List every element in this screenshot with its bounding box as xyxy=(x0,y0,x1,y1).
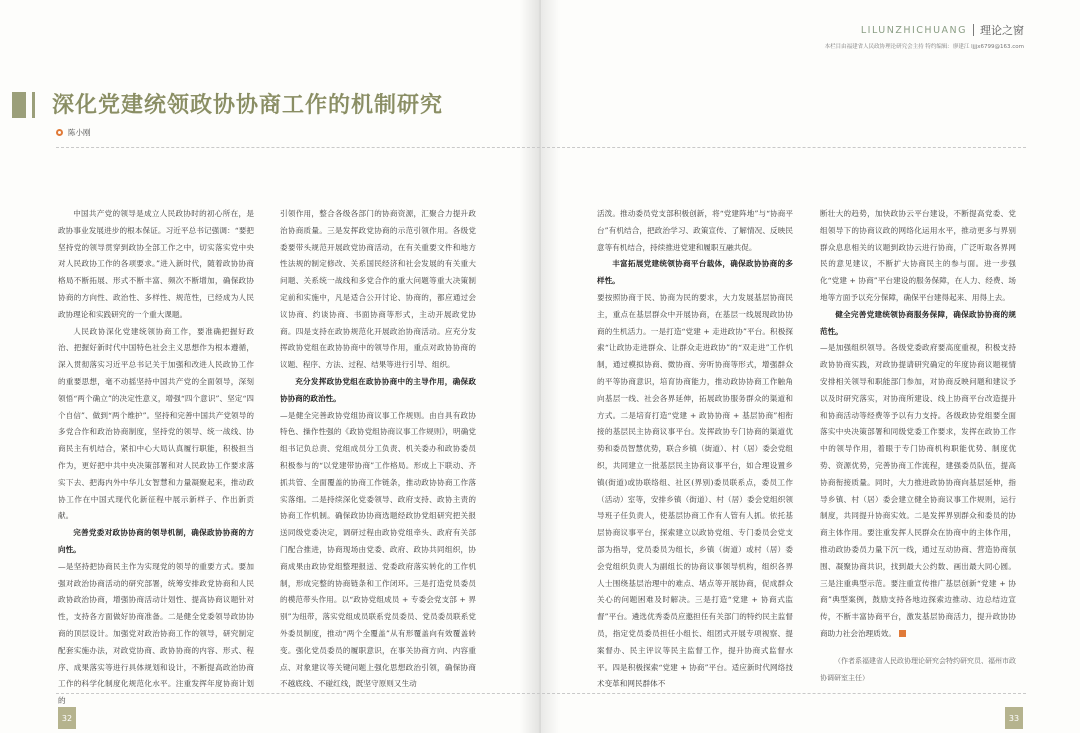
article-title: 深化党建统领政协协商工作的机制研究 xyxy=(52,92,444,118)
byline xyxy=(56,127,91,138)
column-3 xyxy=(597,206,793,693)
author-note: （作者系福建省人民政协理论研究会特约研究员、福州市政协调研室主任） xyxy=(820,656,1016,682)
paragraph: —是健全完善政协党组协商议事工作规则。由自具有政协特色、操作性强的《政协党组协商议事工作规则》，明确党组书记负总责、党组成员分工负责、机关委办和政协委员积极参与的“以党建带协商”工作格局。形成上下联动、齐抓共管、全面覆盖的协商工作链条，推动政协协商工作落实落细。二是持续深化党委领导、政府支持、政协主责的协商工作机制。确保政协协商选题经政协党组研究把关报送同级党委决定，调研过程由政协党组牵头、政府有关部门配合推进，协商现场由党委、政府、政协共同组织，协商成果由政协党组整理报送、党委政府落实转化的工作机制，形成完整的协商链条和工作闭环。三是打造党员委员的模范带头作用。以“政协党组成员 + 专委会党支部 + 界别”为纽带，落实党组成员联系党员委员、党员委员联系党外委员制度，推动“两个全覆盖”从有形覆盖向有效覆盖转变。强化党员委员的履职意识，在事关协商方向、内容重点、对象建议等关键问题上强化思想政治引领，确保协商不越底线、不碰红线，既坚守原则又生动 xyxy=(280,410,476,689)
section-header xyxy=(825,22,1024,50)
section-name: 理论之窗 xyxy=(980,24,1024,37)
spine-shadow xyxy=(520,0,560,733)
end-mark-icon xyxy=(899,630,906,637)
paragraph xyxy=(820,340,1016,642)
title-bar-thin-icon xyxy=(32,92,35,118)
column-2 xyxy=(280,206,476,693)
page-number-left: 32 xyxy=(58,707,76,729)
paragraph: 要按照协商于民、协商为民的要求，大力发展基层协商民主，重点在基层群众中开展协商，在基层一线展现政协协商的生机活力。一是打造“党建 + 走进政协”平台。积极探索“让政协走进群众、让群众走进政协”的“双走进”工作机制，通过模拟协商、微协商、旁听协商等形式，增强群众的平等协商意识，培育协商能力，推动政协协商工作触角向基层一线、社会各界延伸，拓展政协服务群众的渠道和方式。二是培育打造“党建 + 政协协商 + 基层协商”相衔接的基层民主协商议事平台。发挥政协专门协商的渠道优势和委员智慧优势，联合乡镇（街道）、村（居）委会党组织，共同建立一批基层民主协商议事平台，如合理设置乡镇(街道)或协联络组、社区(界别)委员联系点，委员工作（活动）室等，安排乡镇（街道）、村（居）委会党组织领导班子任负责人，使基层协商工作有人管有人抓。依托基层协商议事平台，探索建立以政协党组、专门委员会党支部为指导，党员委员为组长，乡镇（街道）或村（居）委会党组织负责人为副组长的协商议事领导机构，组织各界人士围绕基层治理中的难点、堵点等开展协商，促成群众关心的问题困难及时解决。三是打造“党建 + 协商式监督”平台。遴选优秀委员应邀担任有关部门的特约民主监督员，指定党员委员担任小组长、组团式开展专项视察、提案督办、民主评议等民主监督工作，提升协商式监督水平。四是积极探索“党建 + 协商”平台。适应新时代网络技术变革和网民群体不 xyxy=(597,292,793,689)
top-dashed-divider xyxy=(56,147,1026,148)
paragraph-heading: 丰富拓展党建统领协商平台载体，确保政协协商的多样性。 xyxy=(597,259,793,286)
bottom-dashed-divider xyxy=(56,693,1026,694)
section-subtitle: 本栏目由福建省人民政协理论研究会主持 特约编辑：廖建江 ljjjx6799@163.com xyxy=(824,44,1024,50)
paragraph: 断壮大的趋势，加快政协云平台建设，不断提高党委、党组领导下的协商议政的网络化运用水平，推动更多与界别群众息息相关的议题到政协云进行协商，广泛听取各界网民的意见建议，不断扩大协商民主的参与面。进一步强化“党建 + 协商”平台建设的服务保障，在人力、经费、场地等方面予以充分保障，确保平台建得起来、用得上去。 xyxy=(820,209,1016,302)
title-bar-icon xyxy=(12,92,26,118)
paragraph-text: —是加强组织领导。各级党委政府要高度重视，积极支持政协协商实践，对政协提请研究确定的年度协商议题视情安排相关领导和职能部门参加，对协商反映问题和建议予以及时研究落实，对协商所建设、线上协商平台改造提升和协商活动等经费等予以有力支持。各级政协党组要全面落实中央决策部署和同级党委工作要求，发挥在政协工作中的领导作用，着眼于专门协商机构职能优势、制度优势、资源优势，完善协商工作流程，建强委员队伍，提高协商衔接质量。同时，大力推进政协协商向基层延伸，指导乡镇、村（居）委会建立健全协商议事工作规则，运行制度，共同提升协商实效。二是发挥界别群众和委员的协商主体作用。要注重发挥人民群众在协商中的主体作用，推动政协委员力量下沉一线，通过互动协商、营造协商氛围、凝聚协商共识，找到最大公约数、画出最大同心圆。三是注重典型示范。要注重宣传推广基层创新“党建 + 协商”典型案例，鼓励支持各地边探索边推动、边总结边宣传，不断丰富协商平台，激发基层协商活力，提升政协协商助力社会治理质效。 xyxy=(820,343,1016,638)
column-4 xyxy=(820,206,1016,686)
paragraph: 人民政协深化党建统领协商工作，要准确把握好政治、把握好新时代中国特色社会主义思想作为根本遵循，深入贯彻落实习近平总书记关于加强和改进人民政协工作的重要思想，毫不动摇坚持中国共产党的全面领导，深刻领悟“两个确立”的决定性意义，增强“四个意识”、坚定“四个自信”、做到“两个维护”。坚持和完善中国共产党领导的多党合作和政治协商制度，坚持党的领导、统一战线、协商民主有机结合，紧扣中心大局认真履行职能，积极担当作为，更好把中共中央决策部署和对人民政协工作要求落实下去、把海内外中华儿女智慧和力量凝聚起来，推动政协工作在中国式现代化新征程中展示新样子、作出新贡献。 xyxy=(58,326,254,521)
paragraph: —是坚持把协商民主作为实现党的领导的重要方式。要加强对政治协商活动的研究部署，统筹安排政党协商和人民政协政治协商，增强协商活动计划性、提高协商议题针对性，支持各方面做好协商准备。二是健全党委领导政协协商的顶层设计。加强党对政治协商工作的领导，研究制定配套实施办法，对政党协商、政协协商的内容、形式、程序、成果落实等进行具体规划和设计，不断提高政治协商工作的科学化制度化规范化水平。注重发挥年度协商计划的 xyxy=(58,561,254,706)
author-name: 陈小刚 xyxy=(68,128,91,137)
paragraph-heading: 充分发挥政协党组在政协协商中的主导作用，确保政协协商的政治性。 xyxy=(280,376,476,403)
paragraph: 活泼。推动委员党支部积极创新，将“党建阵地”与“协商平台”有机结合，把政治学习、政策宣传、了解情况、反映民意等有机结合，持续推进党建和履职互融共促。 xyxy=(597,209,793,252)
column-1 xyxy=(58,206,254,710)
paragraph-heading: 健全完善党建统领协商服务保障，确保政协协商的规范性。 xyxy=(820,309,1016,336)
paragraph-heading: 完善党委对政协协商的领导机制，确保政协协商的方向性。 xyxy=(58,528,254,554)
paragraph: 引领作用，整合各级各部门的协商资源，汇聚合力提升政治协商质量。三是发挥政党协商的示范引领作用。各级党委要带头规范开展政党协商活动，在有关重要文件和地方性法规的制定修改、关系国民经济和社会发展的有关重大问题、关系统一战线和多党合作的重大问题等重大决策制定前和实施中，凡是适合公开讨论、协商的，都应通过会议协商、约谈协商、书面协商等形式，主动开展政党协商。四是支持在政协规范化开展政治协商活动。应充分发挥政协党组在政协协商中的领导作用，重点对政协协商的议题、程序、方法、过程、结果等进行引导、组织。 xyxy=(280,209,476,370)
section-latin: LILUNZHICHUANG xyxy=(860,24,967,36)
author-circle-icon xyxy=(56,129,63,136)
paragraph: 中国共产党的领导是成立人民政协时的初心所在，是政协事业发展进步的根本保证。习近平总书记强调：“要把坚持党的领导贯穿到政协全部工作之中，切实落实党中央对人民政协工作的各项要求。”进入新时代，随着政协协商格局不断拓展、形式不断丰富、频次不断增加，确保政协协商的方向性、政治性、多样性、规范性，已经成为人民政协理论和实践研究的一个重大课题。 xyxy=(58,209,254,319)
page-number-right: 33 xyxy=(1005,707,1023,729)
header-divider xyxy=(973,24,974,36)
